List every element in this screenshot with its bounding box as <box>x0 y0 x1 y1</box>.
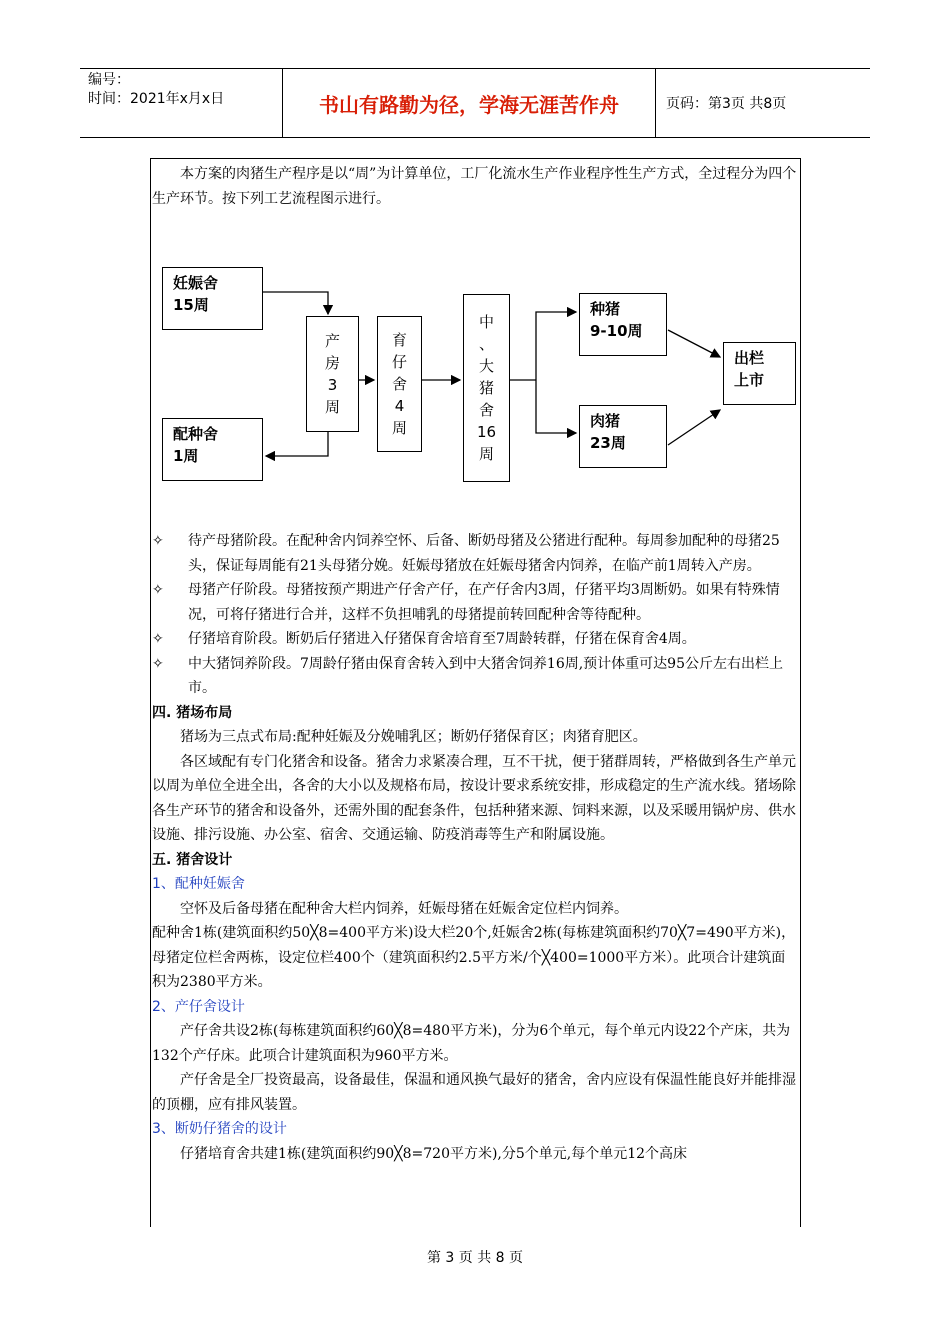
subsection-title: 3、断奶仔猪舍的设计 <box>152 1121 287 1137</box>
box-grower: 中 、 大 猪 舍 16 周 <box>463 294 510 482</box>
intro-paragraph: 本方案的肉猪生产程序是以“周”为计算单位，工厂化流水生产作业程序性生产方式，全过程分为四个生产环节。按下列工艺流程图示进行。 <box>152 166 797 207</box>
box-farrowing: 产 房 3 周 <box>306 316 359 432</box>
box-market-pig: 肉猪 23周 <box>579 405 667 468</box>
subsection-paragraph: 产仔舍共设2栋(每栋建筑面积约60╳8=480平方米)，分为6个单元，每个单元内设22个产床，共为132个产仔床。此项合计建筑面积为960平方米。 <box>152 1023 791 1064</box>
header-number: 编号： <box>88 72 130 88</box>
page-header <box>80 68 870 138</box>
arrow-market-pig-to-market <box>668 410 720 445</box>
section5-heading: 五. 猪舍设计 <box>152 851 233 868</box>
box-market: 出栏 上市 <box>723 342 796 405</box>
section4-paragraph: 各区域配有专门化猪舍和设备。猪舍力求紧凑合理，互不干扰，便于猪群周转，严格做到各生产单元以周为单位全进全出，各舍的大小以及规格布局，按设计要求系统安排，形成稳定的生产流水线。猪场除各生产环节的猪舍和设备外，还需外围的配套条件，包括种猪来源、饲料来源，以及采暖用锅炉房、供水设施、排污设施、办公室、宿舍、交通运输、防疫消毒等生产和附属设施。 <box>152 753 796 843</box>
subsection-title: 1、配种妊娠舍 <box>152 876 245 892</box>
bullet-mark: ✧ <box>152 631 164 647</box>
subsection-paragraph: 产仔舍是全厂投资最高，设备最佳，保温和通风换气最好的猪舍，舍内应设有保温性能良好并能排湿的顶棚，应有排风装置。 <box>152 1072 796 1113</box>
subsection-title: 2、产仔舍设计 <box>152 998 245 1015</box>
header-motto: 书山有路勤为径，学海无涯苦作舟 <box>283 69 656 137</box>
bullet-item: ✧ 母猪产仔阶段。母猪按预产期进产仔舍产仔，在产仔舍内3周，仔猪平均3周断奶。如果有特殊情况，可将仔猪进行合并，这样不负担哺乳的母猪提前转回配种舍等待配种。 <box>152 578 797 627</box>
arrow-farrowing-to-breeding <box>266 430 328 456</box>
box-breeding: 配种舍 1周 <box>162 418 263 481</box>
bullet-mark: ✧ <box>152 655 164 672</box>
main-text <box>152 529 797 1166</box>
box-gestation: 妊娠舍 15周 <box>162 267 263 330</box>
arrow-gestation-to-farrowing <box>263 292 328 314</box>
bullet-item: ✧ 仔猪培育阶段。断奶后仔猪进入仔猪保育舍培育至7周龄转群，仔猪在保育舍4周。 <box>152 627 797 652</box>
subsection-paragraph: 配种舍1栋(建筑面积约50╳8=400平方米)设大栏20个,妊娠舍2栋(每栋建筑面积约70╳7=490平方米)，母猪定位栏舍两栋，设定位栏400个（建筑面积约2.5平方米/个╳400=1000平方米）。此项合计建筑面积为2380平方米。 <box>152 925 796 990</box>
subsection-paragraph: 空怀及后备母猪在配种舍大栏内饲养，妊娠母猪在妊娠舍定位栏内饲养。 <box>180 900 628 917</box>
bullet-mark: ✧ <box>152 582 164 598</box>
header-time: 时间：2021年x月x日 <box>88 91 225 107</box>
box-nursery: 育 仔 舍 4 周 <box>377 316 422 452</box>
bullet-item: ✧ 中大猪饲养阶段。7周龄仔猪由保育舍转入到中大猪舍饲养16周,预计体重可达95公斤左右出栏上市。 <box>152 652 797 701</box>
arrow-to-breeder-pig <box>536 312 576 380</box>
subsection-paragraph: 仔猪培育舍共建1栋(建筑面积约90╳8=720平方米),分5个单元,每个单元12个高床 <box>180 1145 688 1162</box>
bullet-mark: ✧ <box>152 533 164 549</box>
section4-heading: 四. 猪场布局 <box>152 704 233 721</box>
section4-paragraph: 猪场为三点式布局:配种妊娠及分娩哺乳区；断奶仔猪保育区；肉猪育肥区。 <box>180 729 647 745</box>
arrow-to-market-pig <box>536 380 576 433</box>
process-flowchart <box>152 250 798 510</box>
header-page-code: 页码：第3页 共8页 <box>666 96 787 112</box>
box-breeder-pig: 种猪 9-10周 <box>579 293 667 356</box>
page-footer: 第 3 页 共 8 页 <box>426 1250 524 1266</box>
intro-block <box>152 162 797 211</box>
arrow-breeder-to-market <box>668 330 720 357</box>
header-meta <box>80 69 283 137</box>
bullet-item: ✧ 待产母猪阶段。在配种舍内饲养空怀、后备、断奶母猪及公猪进行配种。每周参加配种的母猪25头，保证每周能有21头母猪分娩。妊娠母猪放在妊娠母猪舍内饲养，在临产前1周转入产房。 <box>152 529 797 578</box>
